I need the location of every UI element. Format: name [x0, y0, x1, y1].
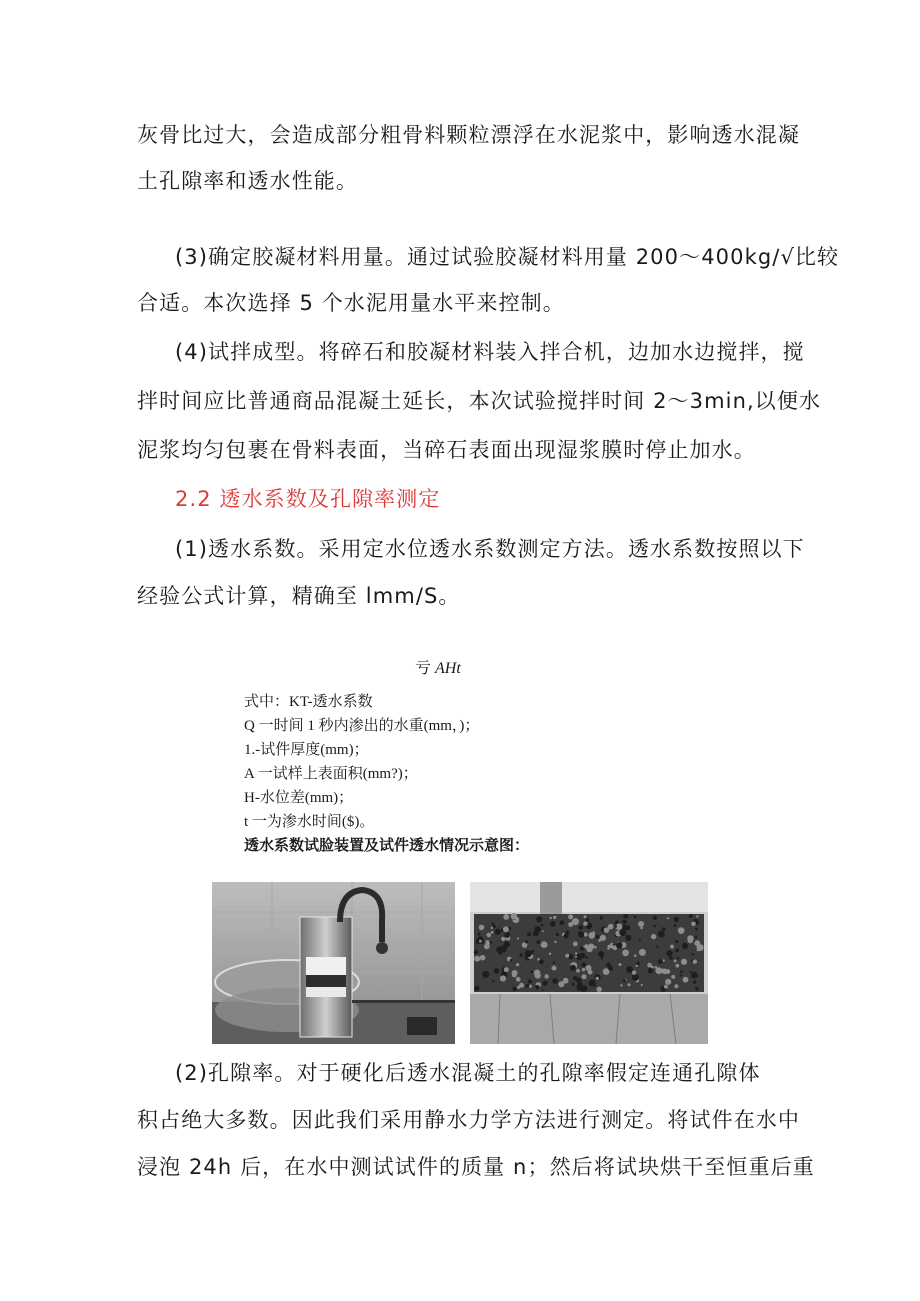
formula-prefix: 亏: [415, 660, 432, 677]
definition-item: A 一试样上表面积(mm?)；: [244, 766, 418, 782]
definition-item: 式中：KT-透水系数: [244, 694, 373, 710]
paragraph-line: 灰骨比过大，会造成部分粗骨料颗粒漂浮在水泥浆中，影响透水混凝: [137, 123, 800, 147]
formula: [415, 655, 461, 678]
apparatus-photo: [212, 882, 455, 1044]
paragraph-line: (3)确定胶凝材料用量。通过试验胶凝材料用量 200～400kg∕√比较: [175, 245, 840, 269]
formula-italic: AHt: [435, 660, 461, 677]
paragraph-line: 土孔隙率和透水性能。: [137, 169, 358, 193]
paragraph-line: 积占绝大多数。因此我们采用静水力学方法进行测定。将试件在水中: [137, 1108, 800, 1132]
paragraph-line: (4)试拌成型。将碎石和胶凝材料装入拌合机，边加水边搅拌，搅: [175, 340, 805, 364]
definition-item: t 一为渗水时间($)。: [244, 814, 375, 830]
specimen-photo: [470, 882, 708, 1044]
paragraph-line: 合适。本次选择 5 个水泥用量水平来控制。: [137, 291, 565, 315]
paragraph-line: 浸泡 24h 后，在水中测试试件的质量 n；然后将试块烘干至恒重后重: [137, 1155, 815, 1179]
paragraph-line: 经验公式计算，精确至 lmm/S。: [137, 584, 461, 608]
definitions-list: [244, 690, 529, 858]
definition-item: H-水位差(mm)；: [244, 790, 354, 806]
paragraph-line: (1)透水系数。采用定水位透水系数测定方法。透水系数按照以下: [175, 537, 805, 561]
paragraph-line: 泥浆均匀包裹在骨料表面，当碎石表面出现湿浆膜时停止加水。: [137, 438, 756, 462]
paragraph-line: (2)孔隙率。对于硬化后透水混凝土的孔隙率假定连通孔隙体: [175, 1061, 761, 1085]
figure-caption: 透水系数试脸装置及试件透水情况示意图：: [244, 837, 530, 854]
section-heading: 2.2 透水系数及孔隙率测定: [175, 487, 441, 511]
definition-item: Q 一时间 1 秒内渗出的水重(mm，)；: [244, 718, 480, 734]
definition-item: 1.-试件厚度(mm)；: [244, 742, 369, 758]
paragraph-line: 拌时间应比普通商品混凝土延长，本次试验搅拌时间 2～3min,以便水: [137, 389, 822, 413]
